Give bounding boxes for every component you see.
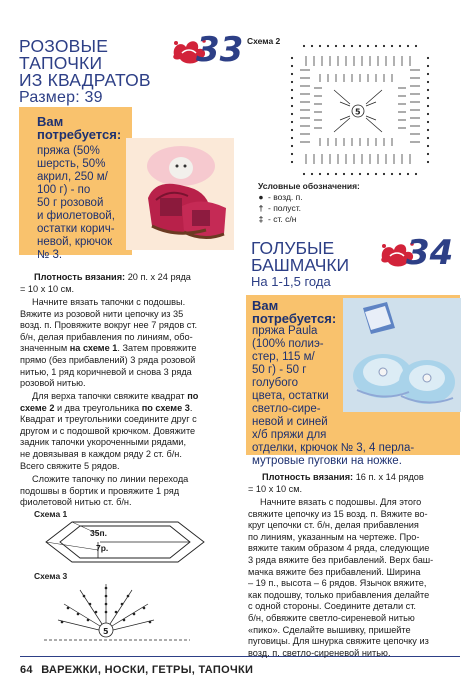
project2-needs-title: Вам потребуется: [252, 298, 337, 326]
project1-number: 33 [196, 30, 244, 70]
project1-title-line-3: ИЗ КВАДРАТОВ [19, 70, 151, 90]
scheme3-center: 5 [103, 627, 109, 636]
scheme3-diagram [42, 578, 192, 650]
project2-density-cont: = 10 х 10 см. [248, 484, 303, 494]
project2-needs-text: пряжа Paula (100% полиэ- стер, 115 м/ 50 г) - 50 г голубого цвета, остатки светло-сире- невой и синей х/б пряжи для отделки, крючок № 3, 4 перла- мутровые пуговки на ножке. [252, 325, 415, 467]
project2-density-value: 16 п. х 14 рядов [355, 472, 424, 482]
project2-paragraph: Начните вязать с подошвы. Для этого свяжите цепочку из 15 возд. п. Вяжите во- круг цепочки ст. б/н, делая прибавления по линиям, указанным на чертеже. Про- вяжите таким образом 4 ряда, следующие 3 ряда вяжите без прибавлений. Верх баш- мачка вяжите без прибавлений. Ширина – 19 п., высота – 6 рядов. Язычок вяжите, как подошву, только прибавления делайте с одной стороны. Соедините детали ст. б/н, обвяжите светло-сиреневой нитью «пико». Сделайте вышивку, пришейте пуговицы. Для шнурка свяжите цепочку из возд. п. светло-сиреневой нитью. [248, 497, 434, 658]
project1-title-line-2: ТАПОЧКИ [19, 53, 103, 73]
project1-needs-text: пряжа (50% шерсть, 50% акрил, 250 м/ 100 г) - по 50 г розовой и фиолетовой, остатки корич- невой, крючок № 3. [37, 145, 115, 261]
project1-title-line-1: РОЗОВЫЕ [19, 36, 109, 56]
legend-item: ● - возд. п. [258, 192, 303, 202]
project2-density-label: Плотность вязания: [262, 472, 354, 482]
project2-density [262, 472, 462, 484]
project1-density-value: 20 п. х 24 ряда [127, 272, 191, 282]
project1-title [19, 38, 189, 106]
scheme1-value-1: 35п. [90, 528, 107, 538]
scheme3-label: Схема 3 [34, 571, 68, 581]
project1-density-label: Плотность вязания: [34, 272, 126, 282]
project2-age: На 1-1,5 года [251, 274, 331, 289]
legend-item: ‡ - ст. с/н [258, 214, 297, 224]
project2-title [251, 240, 381, 290]
scheme1-diagram [40, 520, 210, 564]
footer [20, 664, 253, 676]
page-number: 64 [20, 664, 33, 676]
scheme2-label: Схема 2 [247, 36, 281, 46]
project1-density-cont: = 10 х 10 см. [20, 284, 75, 294]
project2-title-line-2: БАШМАЧКИ [251, 255, 350, 275]
project1-size: Размер: 39 [19, 89, 103, 106]
project1-density [34, 272, 234, 284]
legend-title: Условные обозначения: [258, 181, 360, 191]
project1-paragraph-1: Начните вязать тапочки с подошвы. Вяжите из розовой нити цепочку из 35 возд. п. Провяжите вокруг нее 7 рядов ст. б/н, делая прибавления по линиям, обо- значенным на схеме 1. Затем провяжите прямо (без прибавлений) 3 ряда розовой нитью, 1 ряд коричневой и снова 3 ряда розовой нитью. [20, 297, 198, 389]
scheme2-diagram [284, 40, 434, 180]
legend [246, 181, 406, 225]
project1-paragraph-2: Для верха тапочки свяжите квадрат по схеме 2 и два треугольника по схеме 3. Квадрат и треугольники соедините друг с другом и с подошвой крючком. Довяжите задник тапочки укороченными рядами, не довязывая в каждом ряду 2 ст. б/н. Всего свяжите 5 рядов. [20, 391, 199, 471]
booties-photo [343, 298, 461, 412]
scheme2-center: 5 [355, 107, 361, 117]
project1-paragraph-3: Сложите тапочку по линии перехода подошвы в бортик и провяжите 1 ряд фиолетовой нитью ст. б/н. [20, 474, 189, 508]
project1-needs-title: Вам потребуется: [37, 114, 122, 142]
project2-number: 34 [406, 233, 454, 273]
scheme1-label: Схема 1 [34, 509, 68, 519]
scheme1-value-2: 7р. [96, 543, 109, 553]
legend-item: † - полуст. [258, 203, 302, 213]
project1-needs-box [19, 107, 132, 261]
project2-title-line-1: ГОЛУБЫЕ [251, 238, 335, 258]
section-title: ВАРЕЖКИ, НОСКИ, ГЕТРЫ, ТАПОЧКИ [41, 664, 254, 676]
slippers-photo [126, 138, 234, 250]
